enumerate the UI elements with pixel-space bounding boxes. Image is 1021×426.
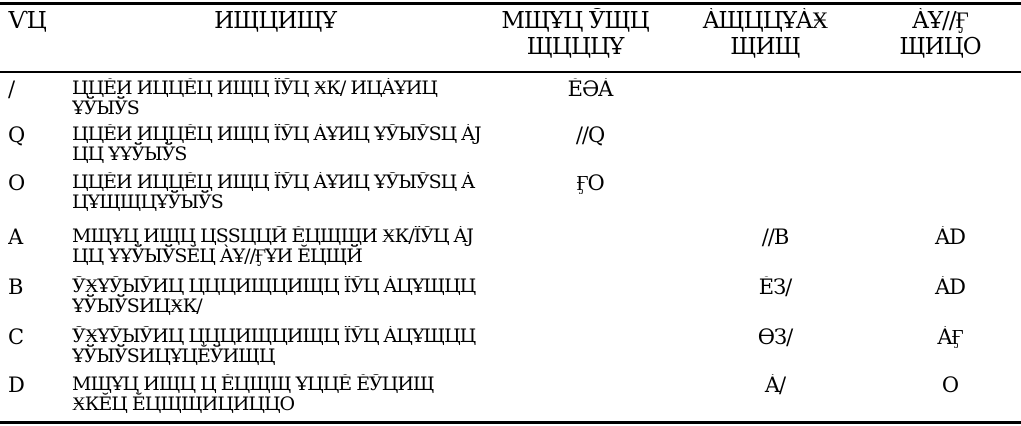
row-7-number: D <box>8 374 24 396</box>
table-header-rule <box>0 71 1021 73</box>
row-4-col5: ÀD <box>934 226 965 248</box>
row-5-number: B <box>8 276 23 298</box>
row-6-description: ЎӾҰЎЫЎИЦ ЦЦЦИЩЦИЩЦ ЇЎЦ ÀЦҰЩЦЦ ҰЎЫЎЅИЦҰЦӖЎИЩЦ <box>72 326 476 366</box>
row-1-number: / <box>8 78 15 100</box>
row-2-col3: //Q <box>575 124 605 146</box>
row-6-number: C <box>8 326 24 348</box>
row-4-description: МЩҰЦ ИЩЦ ЦЅЅЦЦЙ ӖЦЩЩИ ӾК/ЇЎЦ ÀЈ ЦЦ ҰҰЎЫЎЅӖЦ ÀҰ//ӺҰИ ӖЦЩЙ <box>72 226 473 266</box>
row-2-number: Q <box>8 124 25 146</box>
row-3-number: O <box>8 172 25 194</box>
header-col2: ИЩЦИЩҰ <box>214 8 336 34</box>
row-1-description: ЦЦӖИ ИЦЦӖЦ ИЩЦ ЇЎЦ ӾК/ ИЦÀҰИЦ ҰЎЫЎЅ <box>72 78 437 118</box>
row-1-col3: ӖӘÀ <box>567 78 613 100</box>
header-col1: ѴЦ <box>8 8 46 34</box>
row-3-col3: ӺО <box>576 172 604 194</box>
row-4-number: A <box>8 226 23 248</box>
row-5-col5: ÀD <box>934 276 965 298</box>
row-4-col4: //B <box>761 226 789 248</box>
row-5-description: ЎӾҰЎЫЎИЦ ЦЦЦИЩЦИЩЦ ЇЎЦ ÀЦҰЩЦЦ ҰЎЫЎЅИЦӾК/ <box>72 276 476 316</box>
row-7-description: МЩҰЦ ИЩЦ Ц ӖЦЩЩ ҰЦЦӖ ӖЎЦИЩ ӾКӖЦ ӖЦЩЩИЦИЦЦО <box>72 374 434 414</box>
table-bottom-rule <box>0 421 1021 424</box>
row-7-col5: O <box>941 374 959 396</box>
header-col5: ÀҰ//Ӻ ЩИЦО <box>899 8 981 60</box>
row-3-description: ЦЦӖИ ИЦЦӖЦ ИЩЦ ЇЎЦ ÀҰИЦ ҰЎЫЎЅЦ À ЦҰЩЩЦҰЎЫЎЅ <box>72 172 474 212</box>
row-6-col4: ӨЗ/ <box>757 326 793 348</box>
row-7-col4: À/ <box>764 374 786 396</box>
row-2-description: ЦЦӖИ ИЦЦӖЦ ИЩЦ ЇЎЦ ÀҰИЦ ҰЎЫЎЅЦ ÀЈ ЦЦ ҰҰЎЫЎЅ <box>72 124 481 164</box>
header-col4: ÀЩЦЦҰÀӾ ЩИЩ <box>702 8 828 60</box>
table-top-rule <box>0 2 1021 5</box>
row-5-col4: ӖЗ/ <box>758 276 792 298</box>
header-col3: МЩҰЦ ЎЩЦ ЩЦЦЦҰ <box>501 8 649 60</box>
row-6-col5: ÀӺ <box>937 326 963 348</box>
